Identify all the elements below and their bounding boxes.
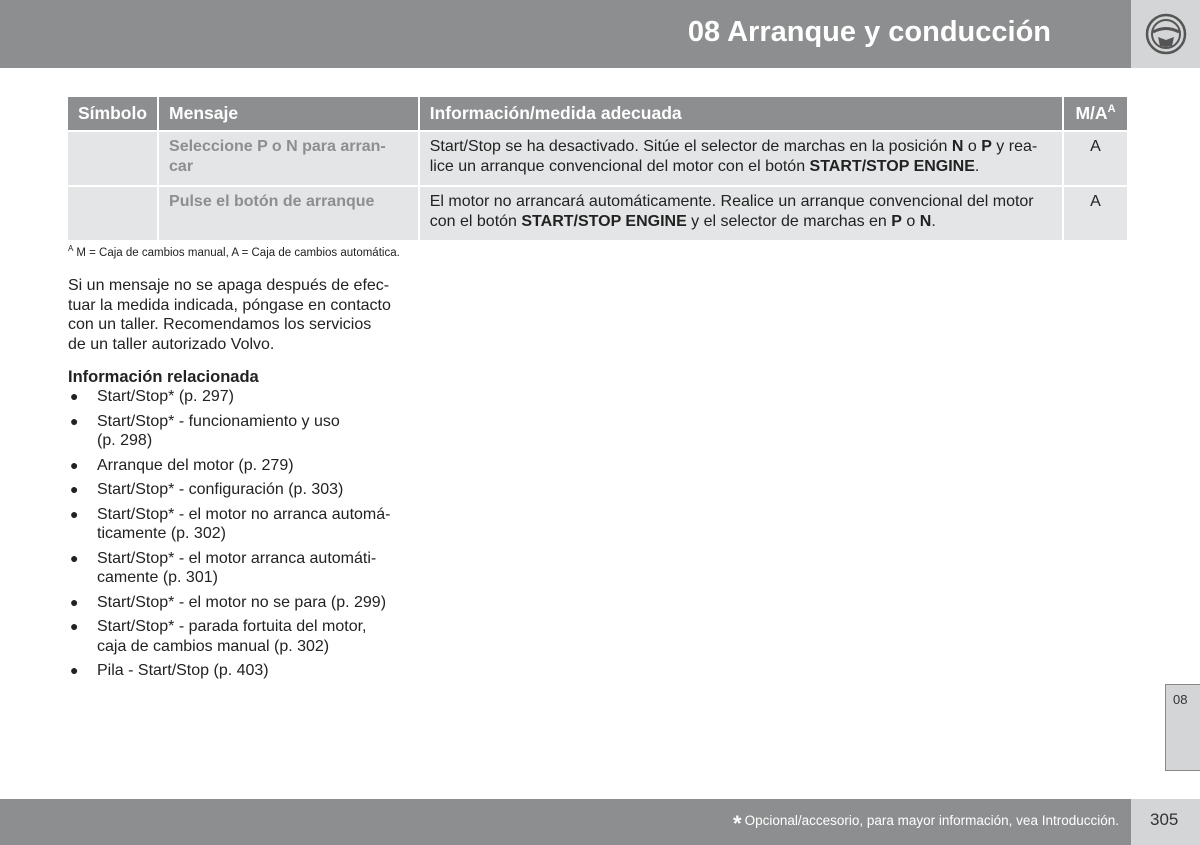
body-paragraph — [68, 276, 408, 354]
ma-cell: A — [1064, 187, 1127, 240]
paragraph-line: tuar la medida indicada, póngase en contacto — [68, 296, 391, 314]
paragraph-line: Si un mensaje no se apaga después de efec- — [68, 277, 390, 294]
table-footnote — [68, 244, 400, 259]
paragraph-line: de un taller autorizado Volvo. — [68, 335, 275, 353]
related-item-text[interactable]: Start/Stop* - el motor arranca automáti- — [97, 549, 377, 567]
related-item[interactable] — [68, 480, 408, 500]
header-symbol: Símbolo — [68, 97, 157, 130]
footer-note-text: Opcional/accesorio, para mayor información, vea Introducción. — [744, 813, 1119, 828]
info-text: . — [931, 213, 936, 230]
related-item-text[interactable]: Start/Stop* - el motor no se para (p. 299) — [97, 593, 387, 611]
bullet-icon: ● — [70, 549, 79, 566]
info-bold: N — [951, 138, 964, 155]
info-text: El motor no arrancará automáticamente. Realice un arranque convencional del motor — [429, 193, 1034, 210]
bullet-icon: ● — [70, 618, 79, 634]
info-bold: P — [891, 213, 902, 230]
bullet-icon: ● — [70, 505, 79, 522]
related-item-text[interactable]: (p. 298) — [97, 432, 153, 449]
header-bar — [0, 0, 1131, 68]
bullet-icon: ● — [70, 481, 79, 497]
info-text: . — [974, 158, 980, 175]
chapter-icon-box — [1131, 0, 1200, 68]
bullet-icon: ● — [70, 412, 79, 429]
related-item-text[interactable]: Pila - Start/Stop (p. 403) — [97, 662, 269, 679]
footer-note — [733, 811, 1119, 837]
related-item-text[interactable]: camente (p. 301) — [97, 569, 218, 586]
page-number: 305 — [1150, 810, 1179, 829]
related-item-text[interactable]: caja de cambios manual (p. 302) — [97, 637, 330, 655]
related-item-text[interactable]: Start/Stop* (p. 297) — [97, 388, 234, 405]
asterisk-icon: * — [733, 811, 742, 836]
related-item[interactable] — [68, 387, 408, 407]
related-item-text[interactable]: ticamente (p. 302) — [97, 525, 226, 542]
related-item[interactable] — [68, 412, 408, 451]
info-bold: N — [919, 213, 932, 230]
symbol-cell — [68, 132, 157, 185]
bullet-icon: ● — [70, 456, 79, 473]
info-text: lice un arranque convencional del motor con el botón — [429, 158, 810, 175]
info-cell — [420, 187, 1062, 240]
steering-wheel-icon — [1145, 13, 1187, 55]
info-text: Start/Stop se ha desactivado. Sitúe el selector de marchas en la posición — [429, 138, 952, 155]
related-heading: Información relacionada — [68, 368, 259, 386]
footnote-text: M = Caja de cambios manual, A = Caja de cambios automática. — [76, 246, 400, 259]
header-ma-footnote-marker: A — [1107, 103, 1116, 116]
table-header-row — [68, 97, 1127, 130]
header-ma — [1064, 97, 1127, 130]
related-item[interactable] — [68, 456, 408, 476]
footnote-marker: A — [68, 244, 74, 253]
related-item[interactable] — [68, 661, 408, 681]
bullet-icon: ● — [70, 662, 79, 678]
info-text: y el selector de marchas en — [686, 213, 892, 230]
symbol-cell — [68, 187, 157, 240]
related-list — [68, 387, 408, 686]
message-line: Seleccione P o N para arran- — [169, 138, 386, 155]
bullet-icon: ● — [70, 388, 79, 404]
info-bold: P — [981, 138, 992, 155]
header-info: Información/medida adecuada — [420, 97, 1062, 130]
info-text: con el botón — [429, 213, 522, 230]
header-ma-label: M/A — [1075, 103, 1108, 123]
message-line: car — [169, 158, 194, 175]
message-line: Pulse el botón de arranque — [169, 193, 375, 210]
message-cell — [159, 187, 418, 240]
chapter-side-tab[interactable] — [1165, 684, 1200, 771]
related-item-text[interactable]: Start/Stop* - configuración (p. 303) — [97, 481, 344, 498]
related-item[interactable] — [68, 593, 408, 613]
message-cell — [159, 132, 418, 185]
related-item[interactable] — [68, 505, 408, 544]
info-bold: START/STOP ENGINE — [521, 213, 687, 230]
related-item-text[interactable]: Start/Stop* - el motor no arranca automá- — [97, 505, 391, 523]
info-text: o — [901, 213, 920, 230]
header-message: Mensaje — [159, 97, 418, 130]
footer-bar — [0, 799, 1131, 845]
info-text: y rea- — [991, 138, 1038, 155]
related-item-text[interactable]: Start/Stop* - funcionamiento y uso — [97, 412, 340, 430]
related-item[interactable] — [68, 549, 408, 588]
related-item-text[interactable]: Arranque del motor (p. 279) — [97, 456, 294, 474]
related-item-text[interactable]: Start/Stop* - parada fortuita del motor, — [97, 618, 367, 635]
paragraph-line: con un taller. Recomendamos los servicios — [68, 316, 372, 333]
related-item[interactable] — [68, 617, 408, 656]
message-table — [66, 95, 1129, 242]
page-number-box — [1131, 799, 1200, 845]
table-row — [68, 132, 1127, 185]
chapter-tab-label: 08 — [1173, 692, 1188, 707]
bullet-icon: ● — [70, 593, 79, 610]
ma-cell: A — [1064, 132, 1127, 185]
info-cell — [420, 132, 1062, 185]
info-text: o — [963, 138, 982, 155]
table-row — [68, 187, 1127, 240]
info-bold: START/STOP ENGINE — [809, 158, 975, 175]
chapter-title: 08 Arranque y conducción — [687, 16, 1051, 48]
